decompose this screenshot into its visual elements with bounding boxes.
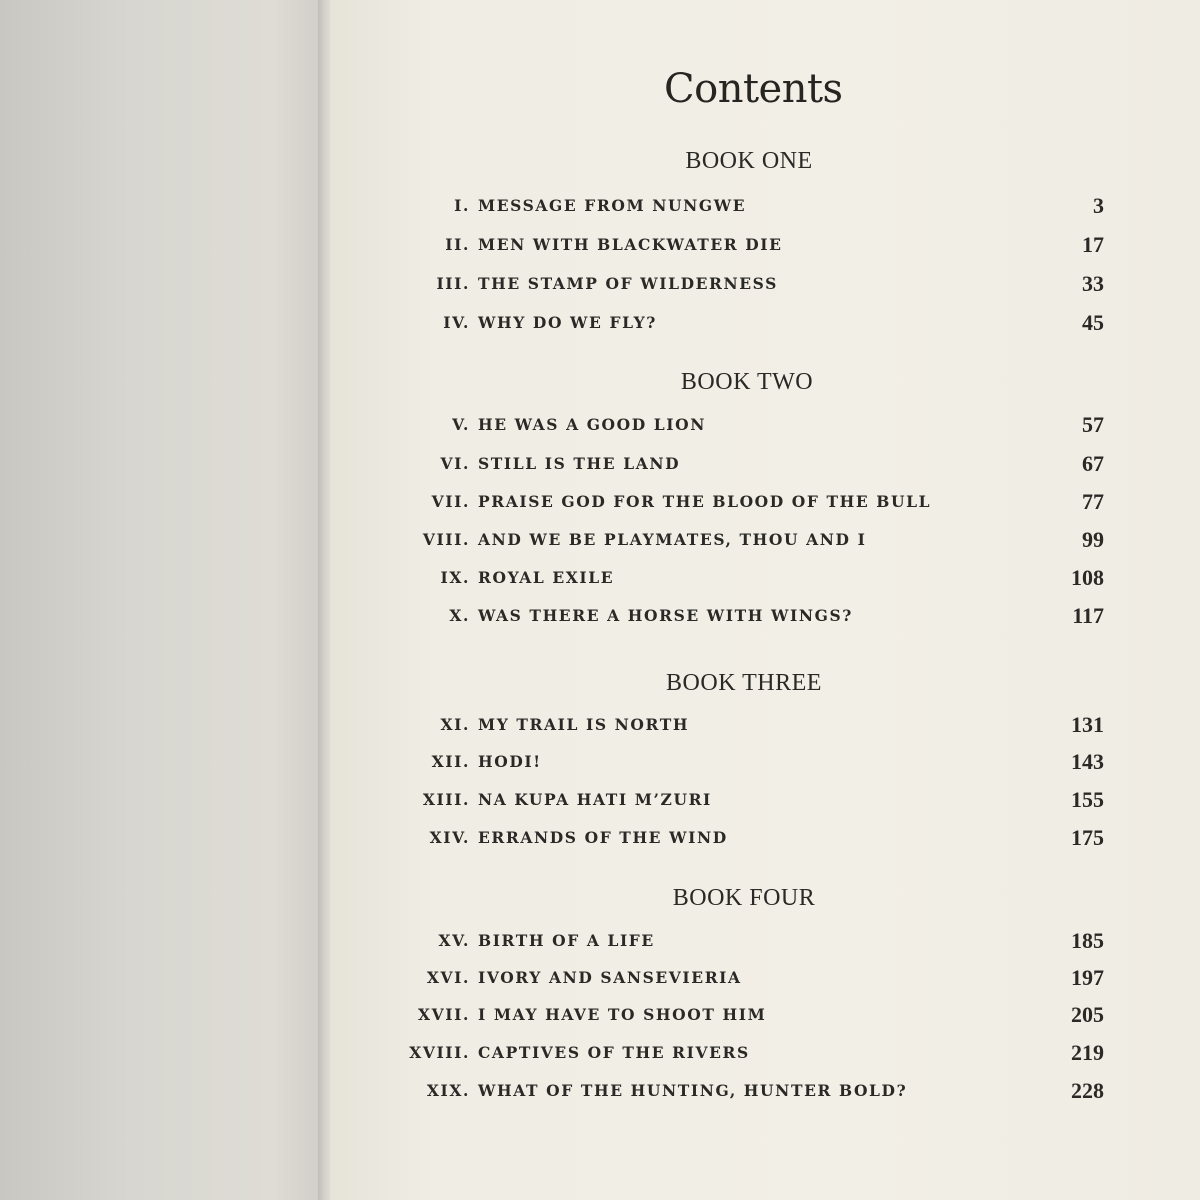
chapter-number: XVIII. [409, 1043, 470, 1062]
page-number: 175 [1071, 825, 1104, 850]
book-heading-four: BOOK FOUR [672, 885, 816, 911]
toc-row [340, 825, 1110, 856]
chapter-title: WHAT OF THE HUNTING, HUNTER BOLD? [478, 1081, 908, 1100]
chapter-number: V. [452, 415, 470, 434]
book-heading-one: BOOK ONE [685, 148, 813, 174]
toc-row [340, 965, 1110, 996]
chapter-number: VIII. [422, 530, 470, 549]
toc-row [340, 787, 1110, 818]
page-number: 77 [1082, 489, 1104, 514]
page-number: 219 [1071, 1040, 1104, 1065]
page-number: 17 [1082, 232, 1104, 257]
chapter-number: XIV. [429, 828, 470, 847]
chapter-title: HODI! [478, 752, 542, 771]
chapter-number: VI. [440, 454, 470, 473]
page-number: 205 [1071, 1002, 1104, 1027]
toc-row [340, 603, 1110, 634]
toc-row [340, 1078, 1110, 1109]
page-number: 45 [1082, 310, 1104, 335]
book-heading-three: BOOK THREE [666, 670, 822, 696]
chapter-title: WAS THERE A HORSE WITH WINGS? [478, 606, 853, 625]
chapter-number: XV. [438, 931, 470, 950]
chapter-number: III. [436, 274, 470, 293]
page-number: 67 [1082, 451, 1104, 476]
toc-row [340, 749, 1110, 780]
book-heading-two: BOOK TWO [680, 369, 814, 395]
toc-row [340, 451, 1110, 482]
toc-row [340, 489, 1110, 520]
page-number: 228 [1071, 1078, 1104, 1103]
toc-row [340, 412, 1110, 443]
chapter-number: XI. [440, 715, 470, 734]
page-number: 33 [1082, 271, 1104, 296]
chapter-title: ERRANDS OF THE WIND [478, 828, 728, 847]
chapter-title: NA KUPA HATI M’ZURI [478, 790, 712, 809]
chapter-title: IVORY AND SANSEVIERIA [478, 968, 742, 987]
chapter-title: PRAISE GOD FOR THE BLOOD OF THE BULL [478, 492, 932, 511]
toc-row [340, 271, 1110, 302]
page-number: 185 [1071, 928, 1104, 953]
toc-row [340, 712, 1110, 743]
chapter-title: HE WAS A GOOD LION [478, 415, 707, 434]
chapter-number: XIX. [426, 1081, 470, 1100]
chapter-number: XII. [431, 752, 470, 771]
chapter-number: I. [454, 196, 470, 215]
chapter-title: MESSAGE FROM NUNGWE [478, 196, 747, 215]
chapter-title: ROYAL EXILE [478, 568, 615, 587]
chapter-number: II. [445, 235, 470, 254]
page-number: 143 [1071, 749, 1104, 774]
page-number: 131 [1071, 712, 1104, 737]
toc-row [340, 232, 1110, 263]
chapter-title: BIRTH OF A LIFE [478, 931, 655, 950]
chapter-number: XVII. [418, 1005, 470, 1024]
toc-row [340, 928, 1110, 959]
toc-row [340, 565, 1110, 596]
page-number: 57 [1082, 412, 1104, 437]
chapter-number: IV. [443, 313, 470, 332]
chapter-title: WHY DO WE FLY? [478, 313, 657, 332]
chapter-title: I MAY HAVE TO SHOOT HIM [478, 1005, 767, 1024]
page-number: 197 [1071, 965, 1104, 990]
chapter-title: STILL IS THE LAND [478, 454, 681, 473]
toc-row [340, 310, 1110, 341]
toc-row [340, 527, 1110, 558]
page-number: 117 [1072, 603, 1104, 628]
chapter-title: AND WE BE PLAYMATES, THOU AND I [478, 530, 867, 549]
page-number: 3 [1093, 193, 1104, 218]
chapter-number: XIII. [422, 790, 470, 809]
toc-row [340, 1040, 1110, 1071]
chapter-number: VII. [431, 492, 470, 511]
chapter-title: MEN WITH BLACKWATER DIE [478, 235, 783, 254]
chapter-title: THE STAMP OF WILDERNESS [478, 274, 778, 293]
toc-row [340, 193, 1110, 224]
chapter-number: X. [449, 606, 470, 625]
page-number: 108 [1071, 565, 1104, 590]
left-page [0, 0, 322, 1200]
page-number: 155 [1071, 787, 1104, 812]
chapter-title: CAPTIVES OF THE RIVERS [478, 1043, 750, 1062]
toc-row [340, 1002, 1110, 1033]
chapter-title: MY TRAIL IS NORTH [478, 715, 690, 734]
chapter-number: XVI. [426, 968, 470, 987]
chapter-number: IX. [440, 568, 470, 587]
page-number: 99 [1082, 527, 1104, 552]
page-title: Contents [664, 66, 843, 112]
